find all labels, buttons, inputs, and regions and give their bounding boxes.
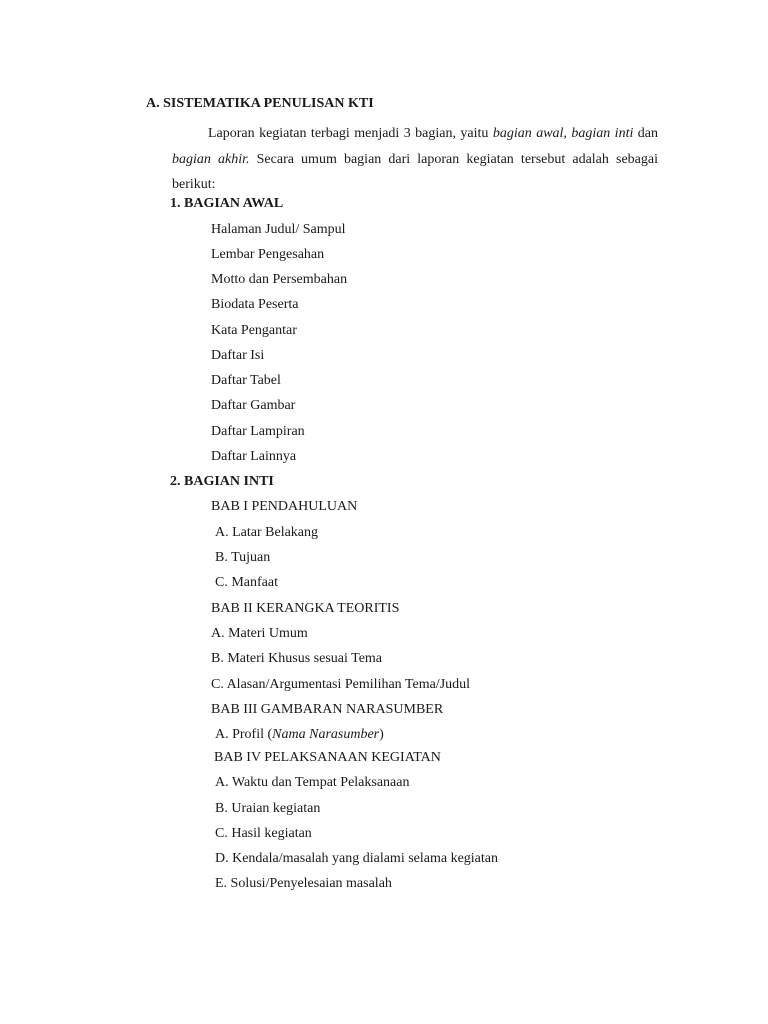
list-item: D. Kendala/masalah yang dialami selama kegiatan bbox=[215, 851, 499, 866]
profil-italic: Nama Narasumber bbox=[272, 727, 380, 742]
bab-title: BAB II KERANGKA TEORITIS bbox=[211, 601, 400, 616]
intro-text-1: Laporan kegiatan terbagi menjadi 3 bagian, yaitu bbox=[208, 126, 493, 141]
intro-italic-2: bagian akhir. bbox=[172, 151, 250, 167]
list-item: C. Manfaat bbox=[215, 575, 278, 590]
list-item: Daftar Gambar bbox=[211, 398, 296, 413]
list-item: A. Waktu dan Tempat Pelaksanaan bbox=[215, 775, 410, 790]
list-item: B. Materi Khusus sesuai Tema bbox=[211, 651, 383, 666]
list-item: Daftar Tabel bbox=[211, 373, 281, 388]
list-item: A. Latar Belakang bbox=[215, 525, 319, 540]
bab-title: BAB III GAMBARAN NARASUMBER bbox=[211, 702, 444, 717]
list-item: B. Uraian kegiatan bbox=[215, 801, 321, 816]
list-item: C. Hasil kegiatan bbox=[215, 826, 312, 841]
bagian-inti-title: 2. BAGIAN INTI bbox=[170, 474, 274, 489]
intro-italic-1: bagian awal, bagian inti bbox=[492, 126, 634, 141]
list-item: Daftar Lainnya bbox=[211, 449, 297, 464]
list-item bbox=[215, 726, 384, 744]
list-item: B. Tujuan bbox=[215, 550, 271, 565]
list-item: Biodata Peserta bbox=[211, 297, 299, 312]
intro-text-2: dan bbox=[633, 126, 659, 141]
list-item: C. Alasan/Argumentasi Pemilihan Tema/Judul bbox=[211, 677, 471, 692]
bab-title: BAB IV PELAKSANAAN KEGIATAN bbox=[214, 750, 441, 765]
profil-suffix: ) bbox=[379, 727, 384, 742]
list-item: Daftar Isi bbox=[211, 348, 265, 363]
profil-prefix: A. Profil ( bbox=[215, 727, 273, 742]
list-item: A. Materi Umum bbox=[211, 626, 308, 641]
intro-paragraph bbox=[172, 121, 658, 198]
intro-text-3: Secara umum bagian dari laporan kegiatan tersebut adalah sebagai berikut: bbox=[172, 151, 658, 192]
list-item: E. Solusi/Penyelesaian masalah bbox=[215, 876, 392, 891]
list-item: Daftar Lampiran bbox=[211, 424, 305, 439]
list-item: Lembar Pengesahan bbox=[211, 247, 325, 262]
list-item: Kata Pengantar bbox=[211, 323, 297, 338]
list-item: Halaman Judul/ Sampul bbox=[211, 222, 346, 237]
list-item: Motto dan Persembahan bbox=[211, 272, 348, 287]
section-heading: A. SISTEMATIKA PENULISAN KTI bbox=[146, 96, 374, 111]
bab-title: BAB I PENDAHULUAN bbox=[211, 499, 358, 514]
bagian-awal-title: 1. BAGIAN AWAL bbox=[170, 196, 284, 211]
